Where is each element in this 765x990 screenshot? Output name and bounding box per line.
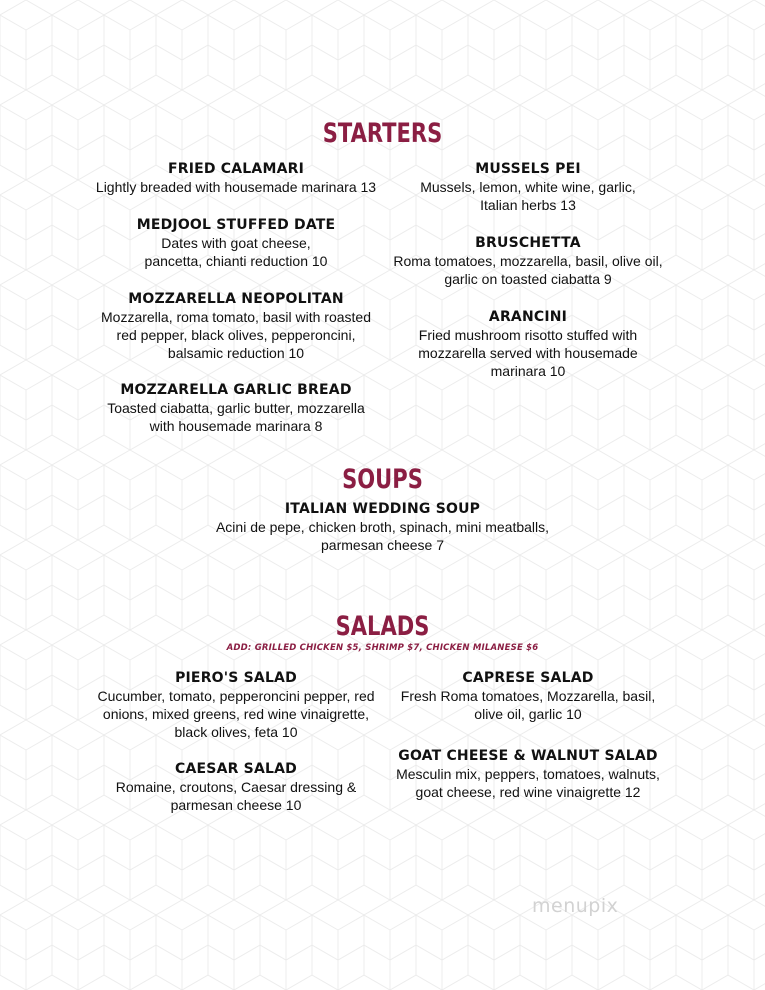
menu-item [90,760,382,814]
item-name: MOZZARELLA GARLIC BREAD [120,382,352,398]
menu-item [90,669,382,741]
item-desc: Mozzarella, roma tomato, basil with roasted red pepper, black olives, pepperoncini, balsamic reduction 10 [101,309,371,361]
item-desc: Toasted ciabatta, garlic butter, mozzarella with housemade marinara 8 [107,400,365,434]
menu-item [388,747,668,801]
soups-heading: SOUPS [342,464,423,495]
menu-item [388,669,668,723]
item-name: ITALIAN WEDDING SOUP [284,501,481,517]
item-desc: Romaine, croutons, Caesar dressing & parmesan cheese 10 [115,779,357,813]
menu-item [190,500,575,554]
item-name: MEDJOOL STUFFED DATE [136,217,336,233]
item-name: BRUSCHETTA [475,235,581,251]
salads-add-note: ADD: GRILLED CHICKEN $5, SHRIMP $7, CHICKEN MILANESE $6 [226,643,539,653]
menu-item [90,381,382,435]
menu-item [388,234,668,288]
item-desc: Roma tomatoes, mozzarella, basil, olive oil, garlic on toasted ciabatta 9 [393,253,663,287]
item-name: GOAT CHEESE & WALNUT SALAD [398,748,658,764]
menu-item [90,216,382,270]
item-name: CAESAR SALAD [175,761,297,777]
starters-heading: STARTERS [322,118,443,149]
item-desc: Dates with goat cheese, pancetta, chianti reduction 10 [144,235,328,269]
menu-item [388,308,668,380]
menu-item [90,290,382,362]
item-desc: Mussels, lemon, white wine, garlic, Italian herbs 13 [420,179,636,213]
menupix-watermark: menupix [532,895,619,917]
item-name: MUSSELS PEI [475,161,581,177]
item-name: MOZZARELLA NEOPOLITAN [128,291,344,307]
menu-item [388,160,668,214]
item-name: PIERO'S SALAD [175,670,297,686]
item-desc: Lightly breaded with housemade marinara 13 [95,179,377,195]
item-desc: Fresh Roma tomatoes, Mozzarella, basil, olive oil, garlic 10 [400,688,656,722]
item-desc: Acini de pepe, chicken broth, spinach, mini meatballs, parmesan cheese 7 [215,519,550,553]
menu-item [90,160,382,196]
item-name: ARANCINI [488,309,568,325]
item-desc: Mesculin mix, peppers, tomatoes, walnuts, goat cheese, red wine vinaigrette 12 [396,766,660,800]
item-desc: Cucumber, tomato, pepperoncini pepper, red onions, mixed greens, red wine vinaigrette, black olives, feta 10 [97,688,375,740]
item-name: FRIED CALAMARI [167,161,305,177]
salads-heading: SALADS [335,611,430,642]
item-desc: Fried mushroom risotto stuffed with mozzarella served with housemade marinara 10 [418,327,638,379]
item-name: CAPRESE SALAD [462,670,594,686]
